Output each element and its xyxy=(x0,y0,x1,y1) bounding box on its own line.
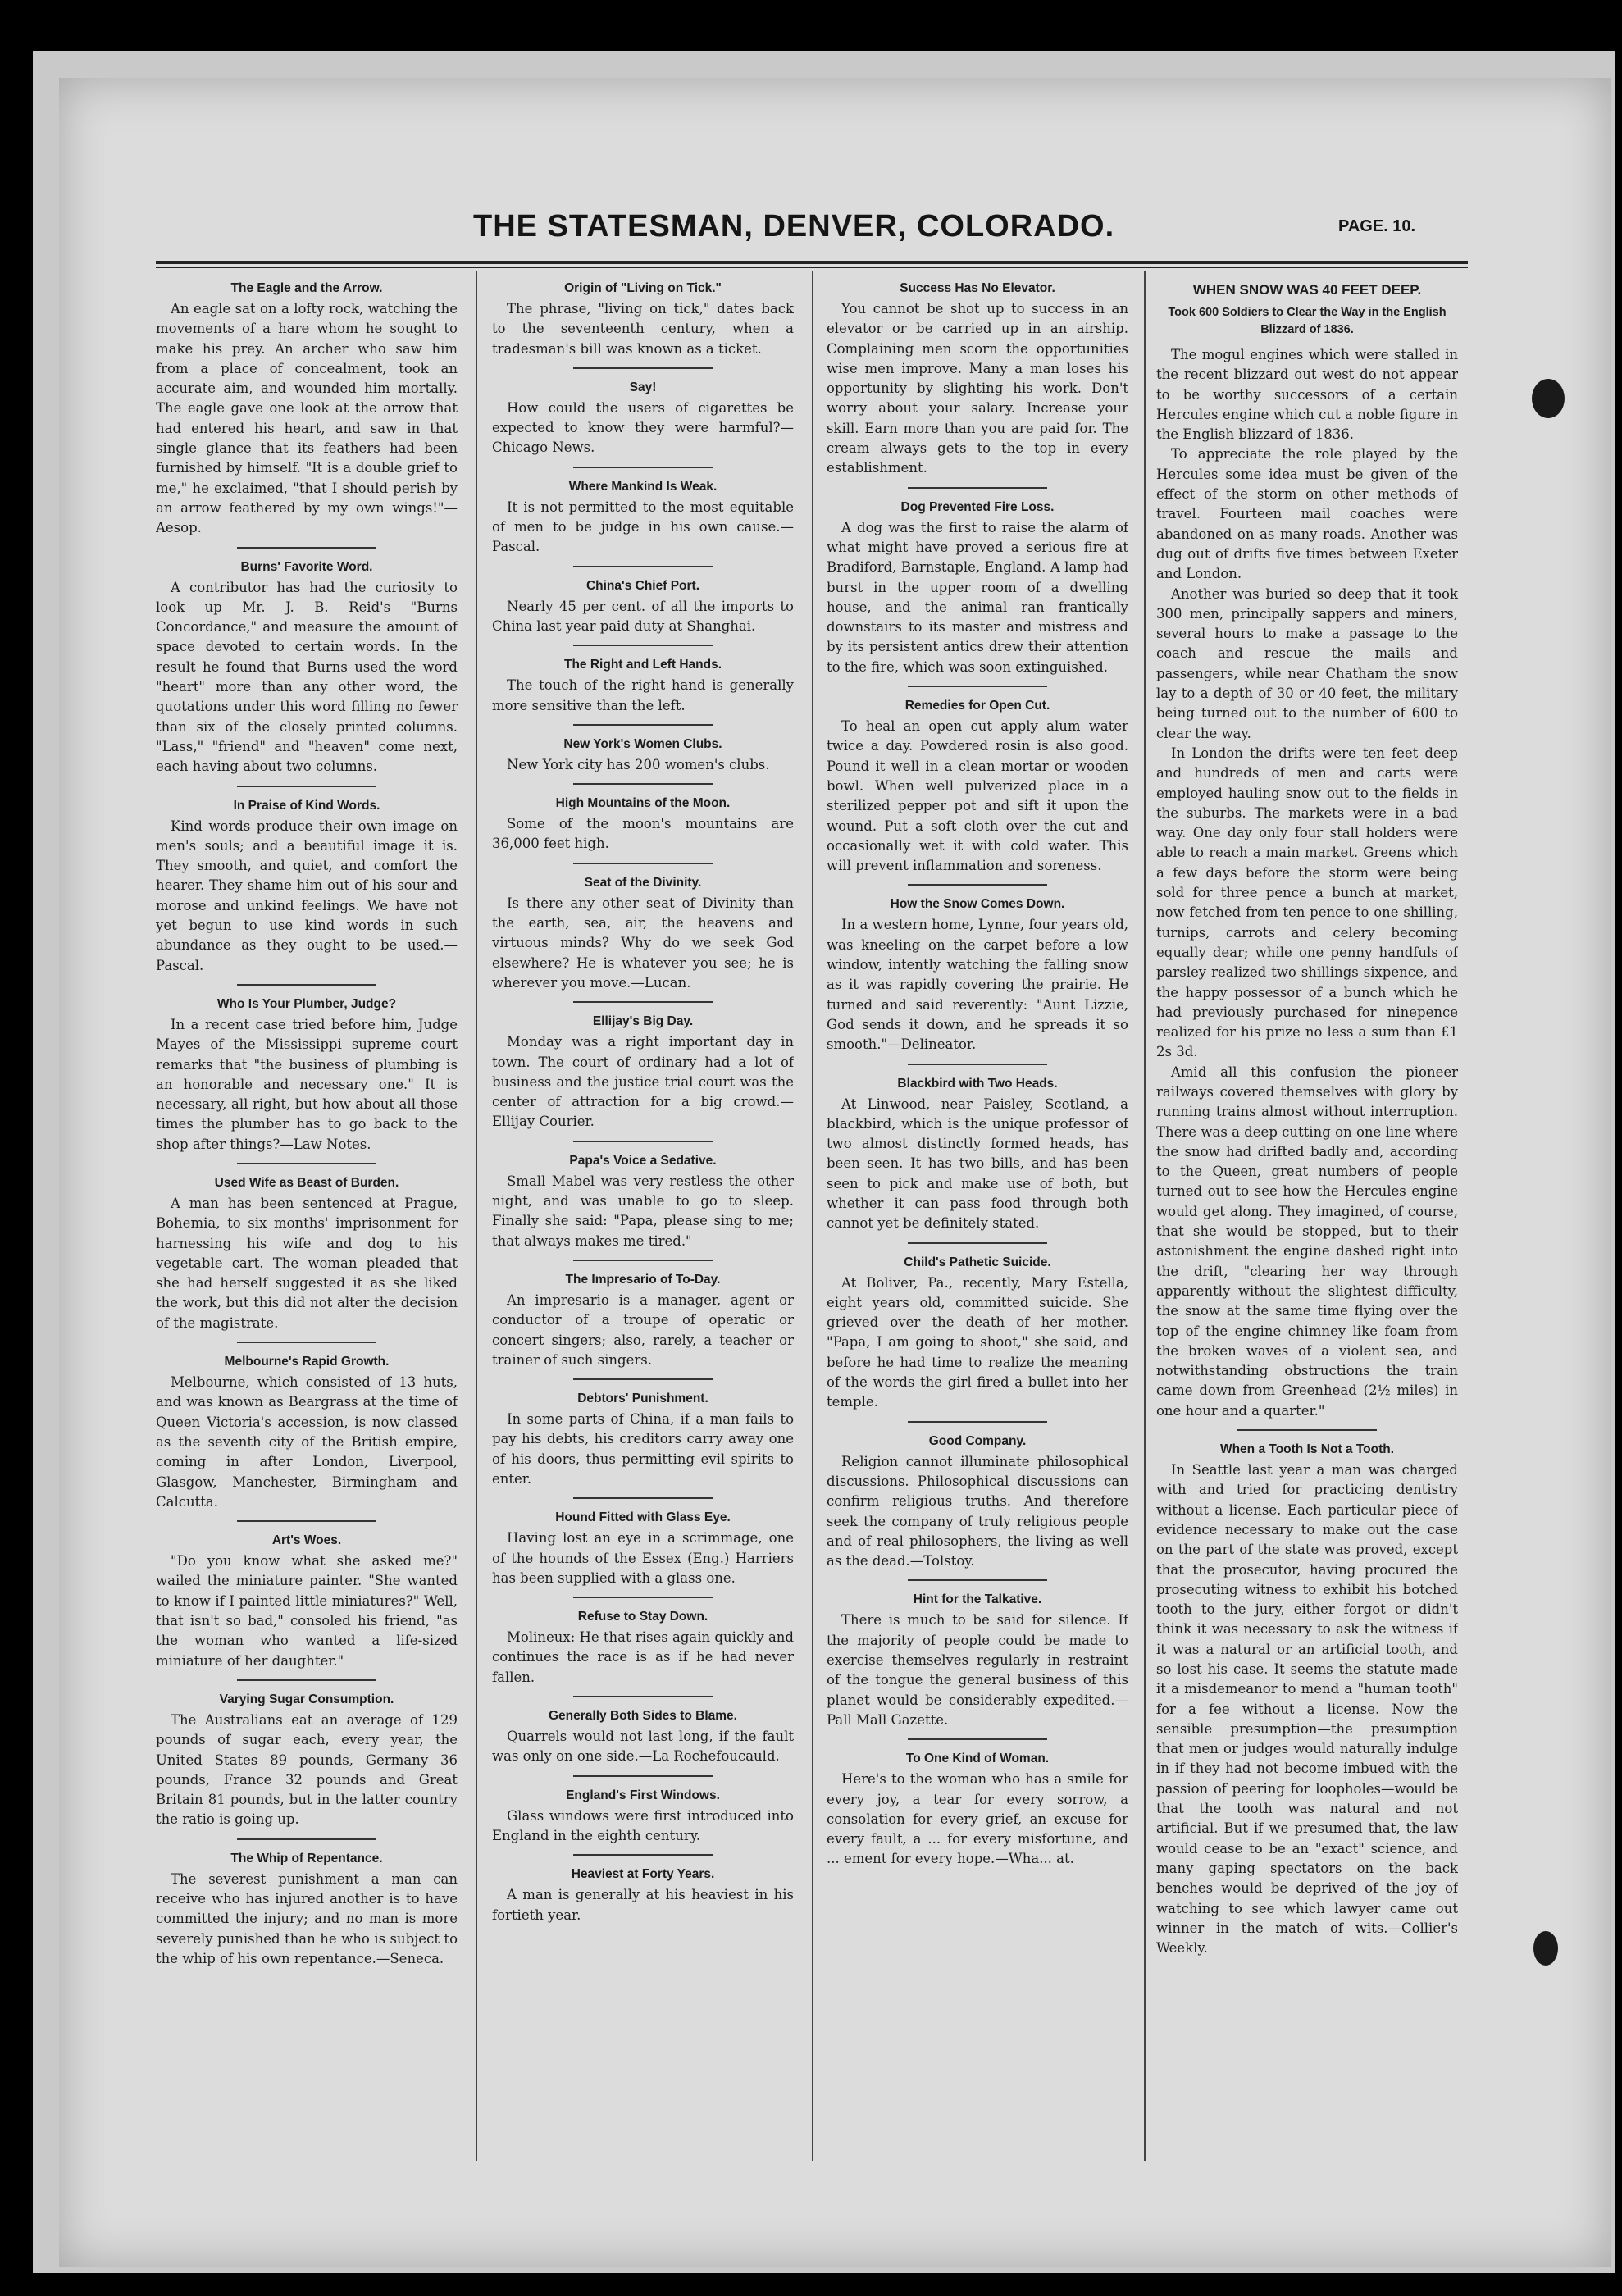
article-body: It is not permitted to the most equitable of men to be judge in his own cause.—Pascal. xyxy=(492,499,794,555)
article-body: A man is generally at his heaviest in his fortieth year. xyxy=(492,1887,794,1923)
article-headline: The Right and Left Hands. xyxy=(563,658,722,672)
article-headline: To One Kind of Woman. xyxy=(905,1752,1050,1766)
article-separator xyxy=(573,1597,713,1598)
article-body: The mogul engines which were stalled in the recent blizzard out west do not appear to be worthy successors of a certain Hercules engine which cut a noble figure in the English blizzard of 1836. xyxy=(1156,347,1458,443)
article-body: New York city has 200 women's clubs. xyxy=(507,756,770,772)
article-body: The touch of the right hand is generally more sensitive than the left. xyxy=(492,677,794,713)
article-headline: Who Is Your Plumber, Judge? xyxy=(216,996,397,1011)
article-separator xyxy=(908,884,1047,886)
article-body: The phrase, "living on tick," dates back to the seventeenth century, when a tradesman's bill was known as a ticket. xyxy=(492,301,794,357)
article-headline: Dog Prevented Fire Loss. xyxy=(900,499,1055,514)
article-headline: England's First Windows. xyxy=(566,1788,720,1802)
article xyxy=(827,1750,1128,1869)
article-subheadline: Took 600 Soldiers to Clear the Way in the English Blizzard of 1836. xyxy=(1168,306,1447,336)
article-headline: Remedies for Open Cut. xyxy=(904,699,1050,713)
article-body: Amid all this confusion the pioneer railways covered themselves with glory by running trains almost without interruption. There was a deep cutting on one line where the snow had drifted badly and, according to the Queen, great numbers of people turned out to see how the Hercules engine would get along. They imagined, of course, that she would be stopped, but to their astonishment the engine dashed right into the drift, "clearing her way through apparently without the slightest difficulty, the snow at the same time flying over the top of the engine chimney like foam from the broken waves of a violent sea, and notwithstanding obstructions the train came down from Greenhead (2½ miles) in one hour and a quarter." xyxy=(1156,1064,1458,1419)
article-headline: Ellijay's Big Day. xyxy=(592,1014,694,1029)
article-headline: When a Tooth Is Not a Tooth. xyxy=(1219,1442,1395,1457)
article xyxy=(827,499,1128,677)
article xyxy=(156,995,458,1155)
article-body: Nearly 45 per cent. of all the imports to China last year paid duty at Shanghai. xyxy=(492,598,794,634)
article-headline: WHEN SNOW WAS 40 FEET DEEP. xyxy=(1192,282,1422,298)
article-separator xyxy=(908,1064,1047,1065)
article-headline: Melbourne's Rapid Growth. xyxy=(224,1355,390,1369)
article-separator xyxy=(573,1001,713,1003)
article-headline: Say! xyxy=(629,380,657,394)
article-body: Quarrels would not last long, if the fault was only on one side.—La Rochefoucauld. xyxy=(492,1729,794,1765)
article-separator xyxy=(573,1378,713,1380)
article-separator xyxy=(573,1696,713,1697)
article xyxy=(492,1013,794,1132)
article xyxy=(492,1271,794,1370)
article-separator xyxy=(908,487,1047,489)
article xyxy=(827,895,1128,1055)
article-body: At Boliver, Pa., recently, Mary Estella, eight years old, committed suicide. She grieved over the death of her mother. "Papa, I am going to shoot," she said, and before he had time to realize the meaning of the words the girl fired a bullet into her temple. xyxy=(827,1274,1128,1410)
article-separator xyxy=(908,1421,1047,1423)
article xyxy=(827,1591,1128,1730)
article-body: Religion cannot illuminate philosophical discussions. Philosophical discussions can confirm religious truths. And therefore seek the company of truly religious people and of real philosophers, the living as well as the dead.—Tolstoy. xyxy=(827,1453,1128,1569)
article-body: In a recent case tried before him, Judge Mayes of the Mississippi supreme court remarks that "the business of plumbing is an honorable and necessary one." It is necessary, all right, but how about all those times the plumber has to go back to the shop after things?—Law Notes. xyxy=(156,1016,458,1152)
article-body: Kind words produce their own image on men's souls; and a beautiful image it is. They smooth, and quiet, and comfort the hearer. They shame him out of his sour and morose and unkind feelings. We have not yet begun to use kind words in such abundance as they ought to be used.—Pascal. xyxy=(156,818,458,973)
article-body: A dog was the first to raise the alarm of what might have proved a serious fire at Bradiford, Barnstaple, England. A lamp had burst in the upper room of a dwelling house, and the animal ran frantically downstairs to its master and mistress and by its persistent antics drew their attention to the fire, which was soon extinguished. xyxy=(827,519,1128,675)
article-headline: The Eagle and the Arrow. xyxy=(230,281,383,295)
article-body: In London the drifts were ten feet deep and hundreds of men and carts were employed hauling snow out to the fields in the suburbs. The markets were in a bad way. One day only four stall holders were able to reach a main market. Greens which a few days before the storm were being sold for three pence a bunch at market, now fetched from ten pence to one shilling, turnips, carrots and celery becoming equally dear; while one penny handfuls of parsley realized two shillings sixpence, and the happy possessor of a bunch which he had previously purchased for ninepence realized for his prize no less a sum than £1 2s 3d. xyxy=(1156,745,1458,1060)
article xyxy=(492,795,794,854)
article xyxy=(827,1075,1128,1234)
article xyxy=(492,1152,794,1251)
article-separator xyxy=(237,1520,376,1522)
article-separator xyxy=(573,1775,713,1777)
article xyxy=(492,874,794,993)
article-headline: Varying Sugar Consumption. xyxy=(219,1692,394,1706)
article-headline: Blackbird with Two Heads. xyxy=(897,1076,1058,1091)
article-body: The Australians eat an average of 129 pounds of sugar each, every year, the United States 89 pounds, Germany 36 pounds, France 32 pounds and Great Britain 81 pounds, but in the latter country the ratio is going up. xyxy=(156,1711,458,1828)
column-1 xyxy=(156,275,458,2152)
article-separator xyxy=(908,686,1047,687)
article-headline: How the Snow Comes Down. xyxy=(890,897,1065,912)
article-separator xyxy=(237,786,376,787)
article xyxy=(492,656,794,716)
article xyxy=(492,577,794,637)
article xyxy=(492,1509,794,1588)
article-separator xyxy=(573,1854,713,1856)
article-headline: Seat of the Divinity. xyxy=(584,875,702,890)
article-body: In a western home, Lynne, four years old, was kneeling on the carpet before a low window, intently watching the falling snow as it was rapidly covering the prairie. He turned and said reverently: "Aunt Lizzie, God sends it down, and he spreads it so smooth."—Delineator. xyxy=(827,917,1128,1053)
column-3 xyxy=(827,275,1128,2152)
article xyxy=(156,1532,458,1671)
article-headline: Refuse to Stay Down. xyxy=(577,1610,708,1624)
article-separator xyxy=(573,724,713,726)
article-body: A man has been sentenced at Prague, Bohemia, to six months' imprisonment for harnessing his wife and dog to his vegetable cart. The woman pleaded that she had herself suggested it as she liked the work, but this did not alter the decision of the magistrate. xyxy=(156,1195,458,1331)
article-headline: In Praise of Kind Words. xyxy=(233,798,380,813)
article-separator xyxy=(573,566,713,567)
article xyxy=(827,280,1128,479)
article-body: You cannot be shot up to success in an elevator or be carried up in an airship. Complaining men scorn the opportunities wise men improve. Many a man loses his opportunity by slighting his work. Don't worry about your salary. Increase your skill. Earn more than you are paid for. The cream always gets to the top in every establishment. xyxy=(827,301,1128,476)
article-body: Small Mabel was very restless the other night, and was unable to go to sleep. Finally she said: "Papa, please sing to me; that always makes me tired." xyxy=(492,1173,794,1249)
article-headline: Hound Fitted with Glass Eye. xyxy=(555,1510,731,1525)
paper-damage-mark xyxy=(1532,379,1565,418)
article-separator xyxy=(237,1163,376,1164)
article-headline: Debtors' Punishment. xyxy=(577,1392,708,1406)
article-headline: High Mountains of the Moon. xyxy=(555,796,731,811)
article xyxy=(156,280,458,539)
article-body: Glass windows were first introduced into England in the eighth century. xyxy=(492,1807,794,1843)
article-separator xyxy=(573,645,713,646)
article-headline: Heaviest at Forty Years. xyxy=(571,1867,715,1882)
article-headline: Good Company. xyxy=(928,1433,1027,1448)
article xyxy=(492,280,794,359)
article xyxy=(492,478,794,558)
article-body: An eagle sat on a lofty rock, watching the movements of a hare whom he sought to make his prey. An archer who saw him from a place of concealment, took an accurate aim, and wounded him mortally. The eagle gave one look at the arrow that had entered his heart, and saw in that single glance that its feathers had been furnished by himself. "It is a double grief to me," he exclaimed, "that I should perish by an arrow feathered by my own wings!"—Aesop. xyxy=(156,301,458,536)
article-body: To appreciate the role played by the Hercules some idea must be given of the effect of the storm on other methods of travel. Fourteen mail coaches were abandoned on as many roads. Another was dug out of drifts five times between Exeter and London. xyxy=(1156,446,1458,582)
article-separator xyxy=(908,1579,1047,1581)
article-body: To heal an open cut apply alum water twice a day. Powdered rosin is also good. Pound it well in a clean mortar or wooden bowl. When well pulverized place in a sterilized pepper pot and sift it upon the wound. Put a soft cloth over the cut and occasionally wet it with cold water. This will prevent inflammation and soreness. xyxy=(827,718,1128,874)
article xyxy=(492,1608,794,1688)
article-separator xyxy=(573,1260,713,1261)
article xyxy=(156,797,458,976)
article xyxy=(156,1353,458,1512)
article-body: Molineux: He that rises again quickly and continues the race is as if he had never fallen. xyxy=(492,1629,794,1685)
article-body: Melbourne, which consisted of 13 huts, and was known as Beargrass at the time of Queen Victoria's accession, is now classed as the seventh city of the British empire, coming in after London, Liverpool, Glasgow, Manchester, Birmingham and Calcutta. xyxy=(156,1374,458,1510)
article-separator xyxy=(908,1738,1047,1740)
article xyxy=(827,697,1128,876)
article-headline: Papa's Voice a Sedative. xyxy=(569,1153,717,1168)
article-headline: New York's Women Clubs. xyxy=(563,736,722,751)
article-body: At Linwood, near Paisley, Scotland, a blackbird, which is the unique professor of two almost distinctly formed heads, has been seen. It has two bills, and has been seen to pick and make use of both, but whether it can pass food through both cannot yet be definitely stated. xyxy=(827,1096,1128,1232)
article xyxy=(827,1254,1128,1413)
article-headline: Burns' Favorite Word. xyxy=(240,559,373,574)
masthead-rule-thin xyxy=(156,267,1468,268)
masthead-rule xyxy=(156,261,1468,264)
article-body: Another was buried so deep that it took 300 men, principally sappers and miners, several hours to make a passage to the coach and rescue the mails and passengers, while near Chatham the snow lay to a depth of 30 or 40 feet, the military being turned out to the number of 600 to clear the way. xyxy=(1156,585,1458,741)
article xyxy=(827,1433,1128,1572)
article-body: Having lost an eye in a scrimmage, one of the hounds of the Essex (Eng.) Harriers has been supplied with a glass one. xyxy=(492,1530,794,1586)
article xyxy=(156,558,458,777)
article xyxy=(492,379,794,458)
article-body: How could the users of cigarettes be expected to know they were harmful?—Chicago News. xyxy=(492,399,794,456)
article xyxy=(492,1866,794,1925)
article-headline: China's Chief Port. xyxy=(585,578,700,593)
article xyxy=(492,1787,794,1847)
article-body: An impresario is a manager, agent or conductor of a troupe of operatic or concert singers; also, rarely, a teacher or trainer of such singers. xyxy=(492,1292,794,1368)
article-separator xyxy=(573,1497,713,1499)
article-headline: Generally Both Sides to Blame. xyxy=(549,1709,737,1724)
article-separator xyxy=(573,367,713,369)
article xyxy=(1156,1441,1458,1958)
article-separator xyxy=(237,547,376,549)
column-separator xyxy=(476,271,477,2161)
page-number: PAGE. 10. xyxy=(1338,217,1416,235)
article-body: The severest punishment a man can receive who has injured another is to have committed the injury; and no man is more severely punished than he who is subject to the whip of his own repentance.—Seneca. xyxy=(156,1870,458,1966)
article xyxy=(492,1390,794,1489)
article-body: Monday was a right important day in town. The court of ordinary had a lot of business and the justice trial court was the center of attraction for a big crowd.—Ellijay Courier. xyxy=(492,1034,794,1130)
column-separator xyxy=(1144,271,1146,2161)
article xyxy=(492,736,794,775)
article-body: In some parts of China, if a man fails to pay his debts, his creditors carry away one of his doors, thus permitting evil spirits to enter. xyxy=(492,1411,794,1487)
article-headline: Child's Pathetic Suicide. xyxy=(904,1255,1051,1269)
column-separator xyxy=(812,271,813,2161)
column-4 xyxy=(1156,275,1458,2152)
article-headline: The Impresario of To-Day. xyxy=(565,1272,721,1287)
article-body: "Do you know what she asked me?" wailed the miniature painter. "She wanted to know if I painted little miniatures?" Well, that isn't so bad," consoled his friend, "as the woman who wanted a life-sized miniature of her daughter." xyxy=(156,1553,458,1669)
article-body: Is there any other seat of Divinity than the earth, sea, air, the heavens and virtuous minds? Why do we seek God elsewhere? He is whatever you see; he is wherever you move.—Lucan. xyxy=(492,895,794,991)
article-body: Here's to the woman who has a smile for every joy, a tear for every sorrow, a consolation for every grief, an excuse for every fault, a ... for every misfortune, and ... ement for every hope.—Wha... at. xyxy=(827,1771,1128,1867)
article-separator xyxy=(573,467,713,468)
article-headline: The Whip of Repentance. xyxy=(230,1851,383,1866)
article-separator xyxy=(573,863,713,864)
article-body: Some of the moon's mountains are 36,000 feet high. xyxy=(492,816,794,852)
column-2 xyxy=(492,275,794,2152)
article-headline: Art's Woes. xyxy=(271,1533,342,1548)
article-separator xyxy=(237,984,376,986)
article-headline: Hint for the Talkative. xyxy=(913,1592,1042,1607)
article xyxy=(492,1707,794,1767)
page-title: THE STATESMAN, DENVER, COLORADO. xyxy=(473,209,1115,244)
article-headline: Where Mankind Is Weak. xyxy=(568,479,718,494)
article xyxy=(156,1174,458,1333)
article-headline: Success Has No Elevator. xyxy=(900,281,1055,295)
article-headline: Used Wife as Beast of Burden. xyxy=(214,1175,399,1190)
article-separator xyxy=(237,1342,376,1343)
article-body: A contributor has had the curiosity to look up Mr. J. B. Reid's "Burns Concordance," and measure the amount of space devoted to certain words. In the result he found that Burns used the word "heart" more than any other word, the quotations under this word filling no fewer than six of the closely printed columns. "Lass," "friend" and "heaven" come next, each having about two columns. xyxy=(156,579,458,775)
article-separator xyxy=(237,1838,376,1840)
article xyxy=(156,1850,458,1969)
article-body: In Seattle last year a man was charged with and tried for practicing dentistry without a license. Each particular piece of evidence necessary to make out the case on the part of the state was proved, except that the prosecutor, having procured the prosecuting witness to exhibit his botched tooth to the jury, either forgot or didn't think it was necessary to ask the witness if it was a natural or an artificial tooth, and so lost his case. It seems the statute made it a misdemeanor to mend a "human tooth" for a fee without a license. Now the sensible presumption—the presumption that men or judges would naturally indulge in if they had not become imbued with the passion of peering for loopholes—would be that the tooth was natural and not artificial. But if we presumed that, the law would cease to be an "exact" science, and many gaping spectators on the back benches would be deprived of the joy of watching to see which lawyer came out winner in the match of wits.—Collier's Weekly. xyxy=(1156,1462,1458,1957)
article-separator xyxy=(573,1141,713,1142)
article-separator xyxy=(1237,1429,1377,1431)
paper-damage-mark xyxy=(1533,1931,1558,1966)
article xyxy=(1156,281,1458,1421)
article-separator xyxy=(908,1242,1047,1244)
article-body: There is much to be said for silence. If the majority of people could be made to exercise themselves regularly in restraint of the tongue the general business of this planet would be considerably expedited.—Pall Mall Gazette. xyxy=(827,1612,1128,1728)
article-separator xyxy=(237,1679,376,1681)
article-headline: Origin of "Living on Tick." xyxy=(564,281,722,295)
article xyxy=(156,1691,458,1830)
article-separator xyxy=(573,783,713,785)
